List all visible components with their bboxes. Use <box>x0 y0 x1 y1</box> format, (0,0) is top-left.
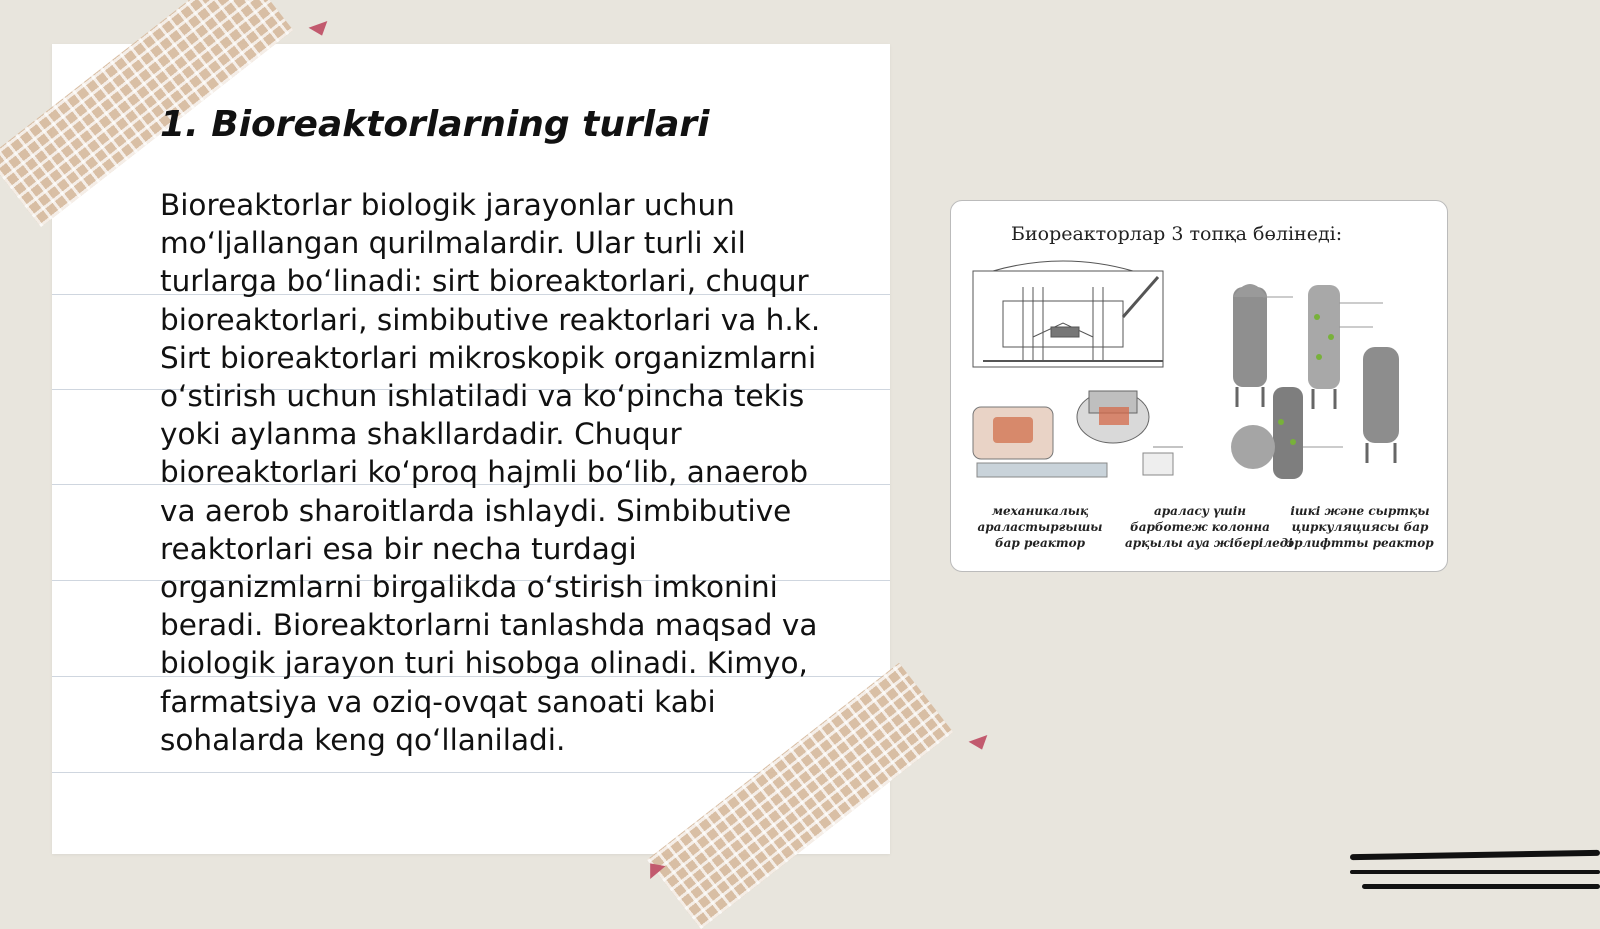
decorative-brush-stroke <box>1362 884 1600 889</box>
body-line: va aerob sharoitlarda ishlaydi. Simbibutive <box>160 493 792 528</box>
caption-line: араласу үшін <box>1153 504 1247 518</box>
body-line: Bioreaktorlar biologik jarayonlar uchun <box>160 188 735 222</box>
body-line: beradi. Bioreaktorlarni tanlashda maqsad va <box>160 608 818 643</box>
bioreactor-illustrations <box>963 257 1433 497</box>
slide-heading: 1. Bioreaktorlarning turlari <box>160 104 710 145</box>
pin-icon <box>309 21 332 39</box>
body-line: bioreaktorlari, simbibutive reaktorlari va h.k. <box>160 302 821 337</box>
body-line: mo‘ljallangan qurilmalardir. Ular turli xil <box>160 226 746 261</box>
body-line: o‘stirish uchun ishlatiladi va ko‘pincha tekis <box>160 379 805 414</box>
body-line: biologik jarayon turi hisobga olinadi. Kimyo, <box>160 646 808 681</box>
stirred-reactor-equipment <box>973 391 1183 477</box>
caption-line: эрлифтты реактор <box>1286 536 1434 550</box>
figure-caption <box>965 503 1115 551</box>
body-line: yoki aylanma shakllardadir. Chuqur <box>160 417 682 452</box>
caption-line: арқылы ауа жіберіледі <box>1125 536 1293 550</box>
pin-icon <box>969 735 992 753</box>
body-line: Sirt bioreaktorlari mikroskopik organizmlarni <box>160 340 817 375</box>
stirred-reactor-schematic <box>973 261 1163 367</box>
caption-line: циркуляциясы бар <box>1291 520 1429 534</box>
figure-caption <box>1285 503 1435 551</box>
figure-title: Биореакторлар 3 топқа бөлінеді: <box>1011 223 1343 245</box>
figure-caption <box>1125 503 1293 551</box>
body-line: farmatsiya va oziq-ovqat sanoati kabi <box>160 684 716 719</box>
caption-line: барботеж колонна <box>1130 520 1270 534</box>
caption-line: араластырғышы <box>977 520 1103 534</box>
body-line: turlarga bo‘linadi: sirt bioreaktorlari, chuqur <box>160 264 809 299</box>
body-line: organizmlarni birgalikda o‘stirish imkonini <box>160 570 778 605</box>
caption-line: ішкі және сыртқы <box>1290 504 1430 518</box>
bioreactor-figure <box>950 200 1448 572</box>
body-line: reaktorlari esa bir necha turdagi <box>160 531 637 566</box>
column-reactor-vessels <box>1231 284 1399 479</box>
body-line: sohalarda keng qo‘llaniladi. <box>160 722 566 757</box>
caption-line: механикалық <box>991 504 1089 518</box>
caption-line: бар реактор <box>994 536 1086 550</box>
body-text <box>160 186 860 759</box>
decorative-brush-stroke <box>1350 850 1600 860</box>
decorative-brush-stroke <box>1350 870 1600 874</box>
body-line: bioreaktorlari ko‘proq hajmli bo‘lib, anaerob <box>160 455 809 490</box>
